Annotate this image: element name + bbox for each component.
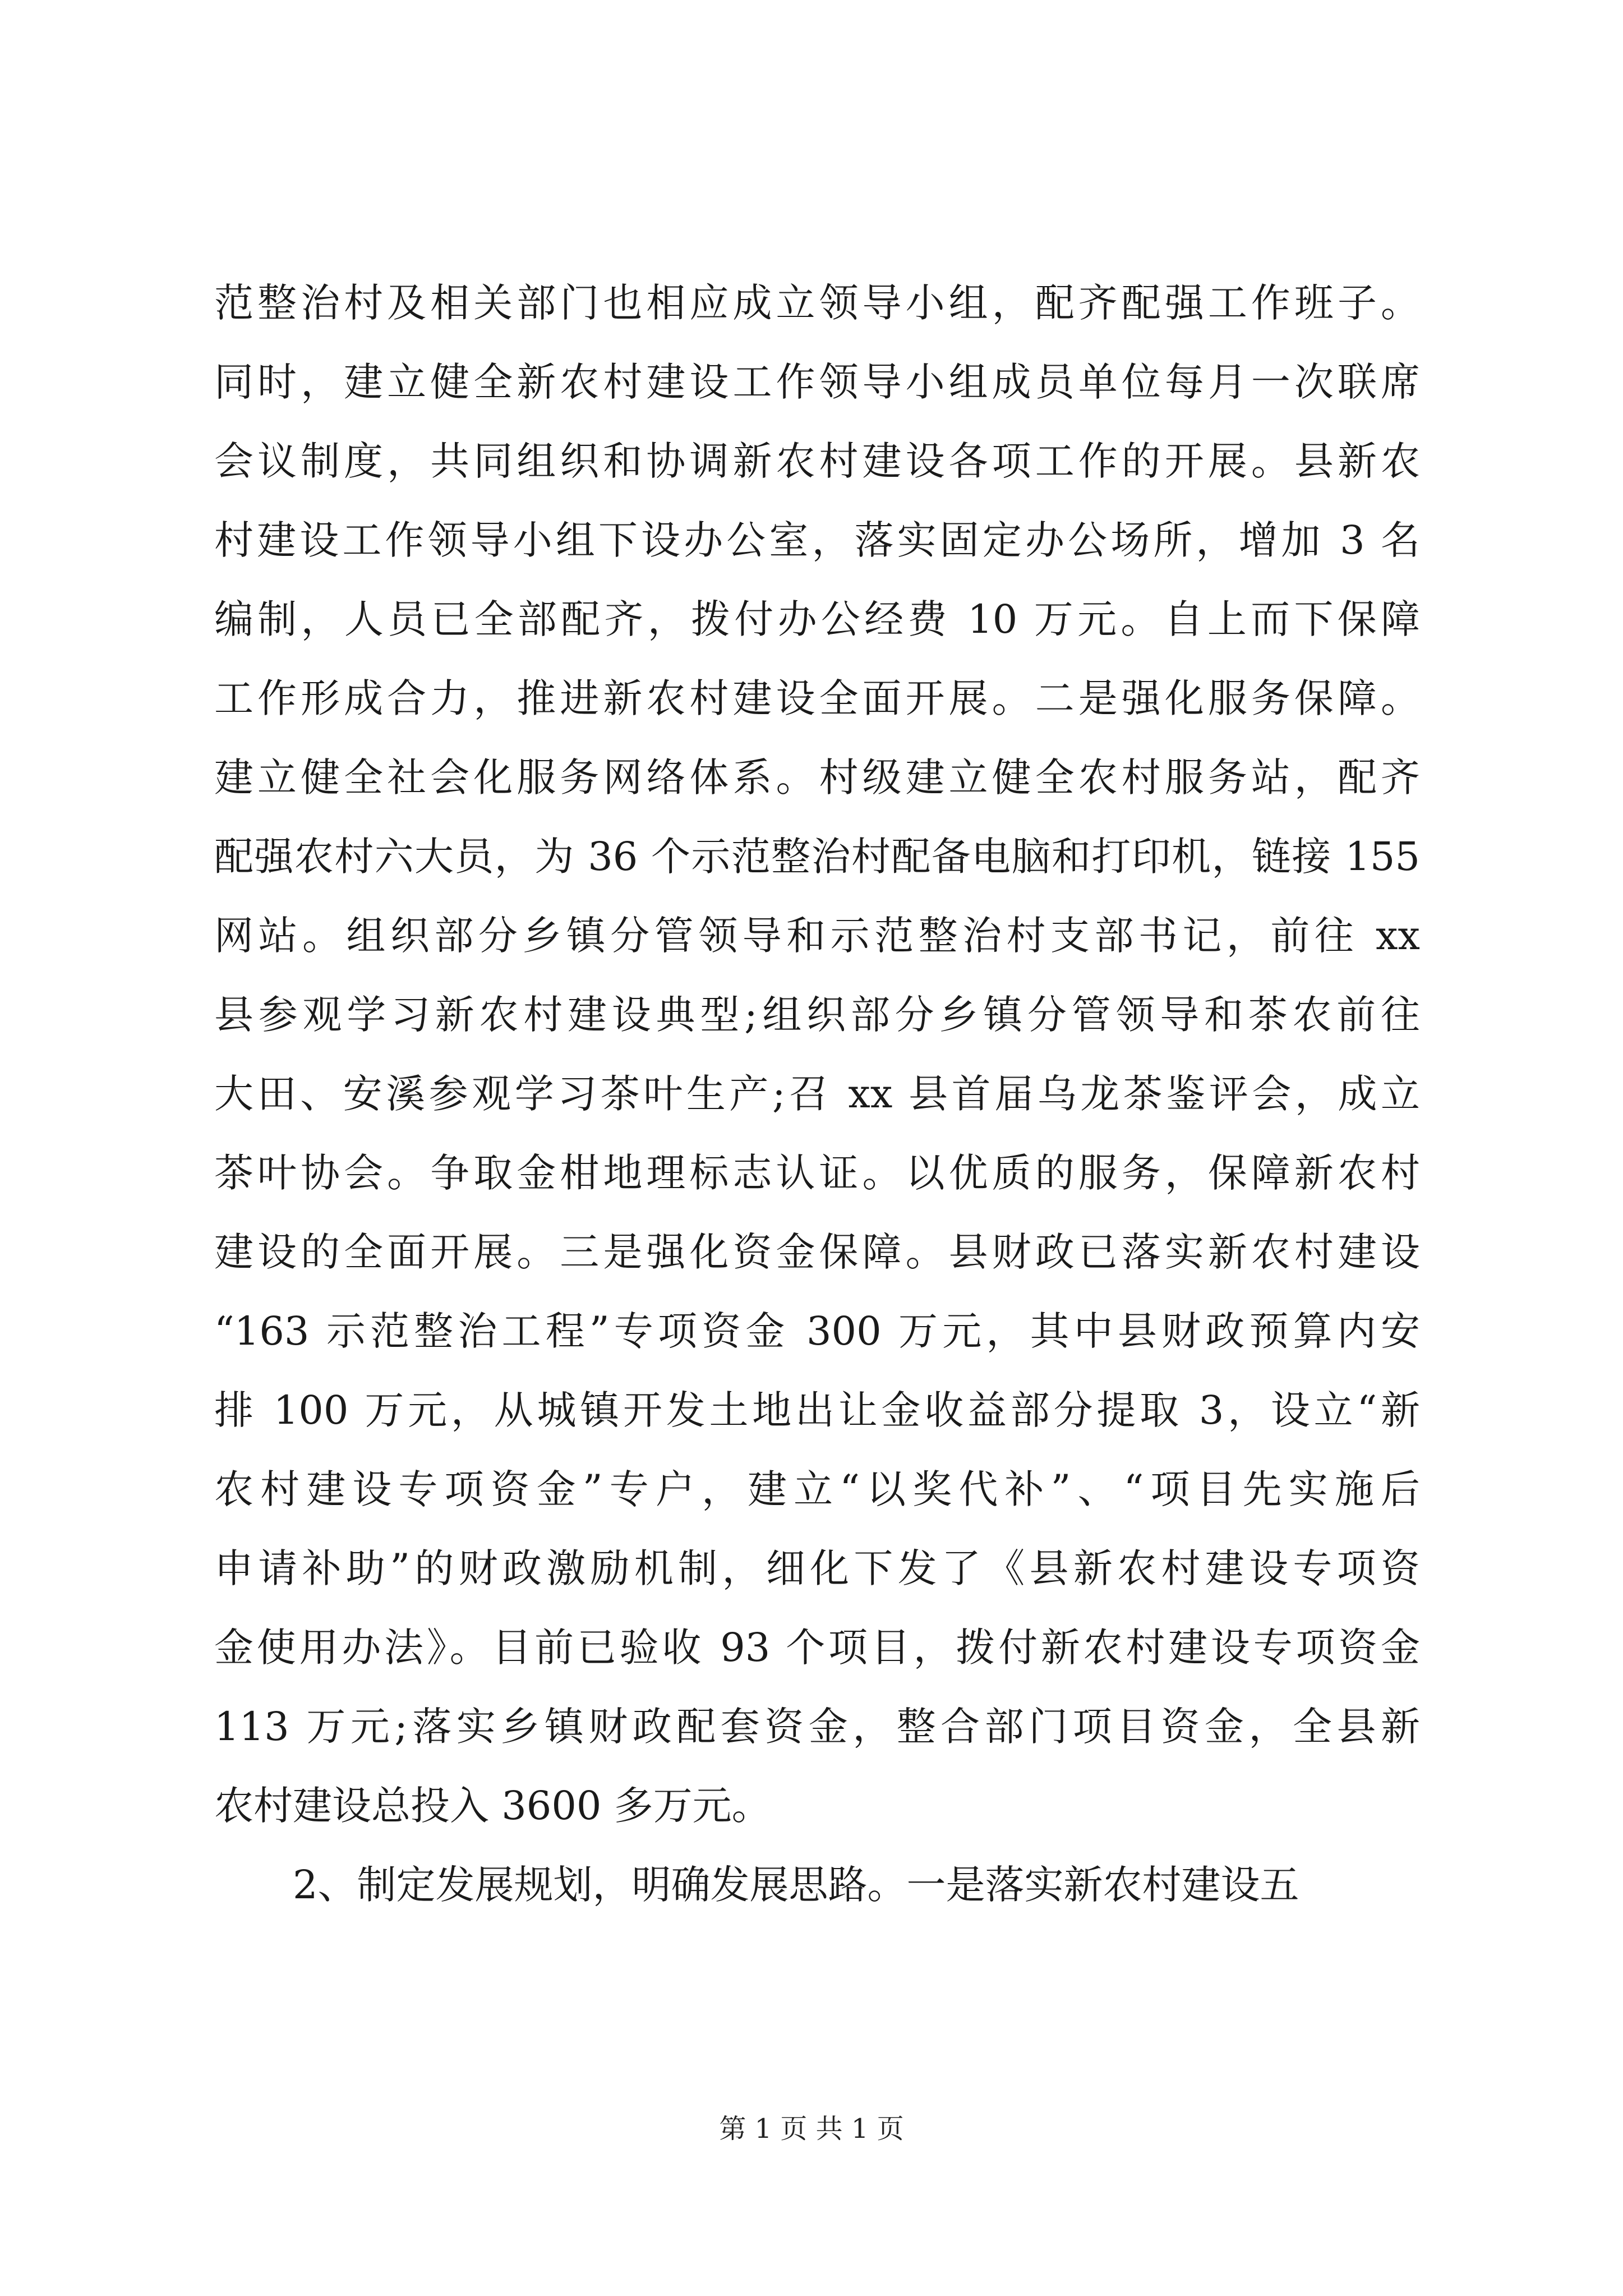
text-line: 工作形成合力，推进新农村建设全面开展。二是强化服务保障。 [214, 675, 1420, 721]
text-line: 村建设工作领导小组下设办公室，落实固定办公场所，增加 3 名 [214, 517, 1420, 563]
text-line: 农村建设专项资金”专户，建立“以奖代补”、“项目先实施后 [214, 1466, 1420, 1512]
text-line: 排 100 万元，从城镇开发土地出让金收益部分提取 3，设立“新 [214, 1387, 1420, 1433]
text-line: 同时，建立健全新农村建设工作领导小组成员单位每月一次联席 [214, 359, 1420, 405]
body-text [214, 264, 1420, 1925]
text-line: 配强农村六大员，为 36 个示范整治村配备电脑和打印机，链接 155 [214, 834, 1420, 880]
text-line: 金使用办法》。目前已验收 93 个项目，拨付新农村建设专项资金 [214, 1625, 1420, 1671]
text-line: 茶叶协会。争取金柑地理标志认证。以优质的服务，保障新农村 [214, 1150, 1420, 1196]
text-line: 范整治村及相关部门也相应成立领导小组，配齐配强工作班子。 [214, 280, 1420, 326]
text-line: 申请补助”的财政激励机制，细化下发了《县新农村建设专项资 [214, 1545, 1420, 1591]
text-line: 编制，人员已全部配齐，拨付办公经费 10 万元。自上而下保障 [214, 596, 1420, 642]
text-line: 会议制度，共同组织和协调新农村建设各项工作的开展。县新农 [214, 438, 1420, 484]
text-line: “163 示范整治工程”专项资金 300 万元，其中县财政预算内安 [214, 1308, 1420, 1354]
text-line: 网站。组织部分乡镇分管领导和示范整治村支部书记，前往 xx [214, 913, 1420, 959]
text-line: 农村建设总投入 3600 多万元。 [214, 1783, 771, 1829]
paragraph-start-line: 2、制定发展规划，明确发展思路。一是落实新农村建设五 [293, 1862, 1299, 1908]
page-footer: 第 1 页 共 1 页 [719, 2113, 904, 2145]
text-line: 大田、安溪参观学习茶叶生产;召 xx 县首届乌龙茶鉴评会，成立 [214, 1071, 1420, 1117]
text-line: 建设的全面开展。三是强化资金保障。县财政已落实新农村建设 [214, 1229, 1420, 1275]
text-line: 建立健全社会化服务网络体系。村级建立健全农村服务站，配齐 [214, 754, 1420, 800]
text-line: 县参观学习新农村建设典型;组织部分乡镇分管领导和茶农前往 [214, 992, 1420, 1038]
text-line: 113 万元;落实乡镇财政配套资金，整合部门项目资金，全县新 [214, 1704, 1420, 1750]
